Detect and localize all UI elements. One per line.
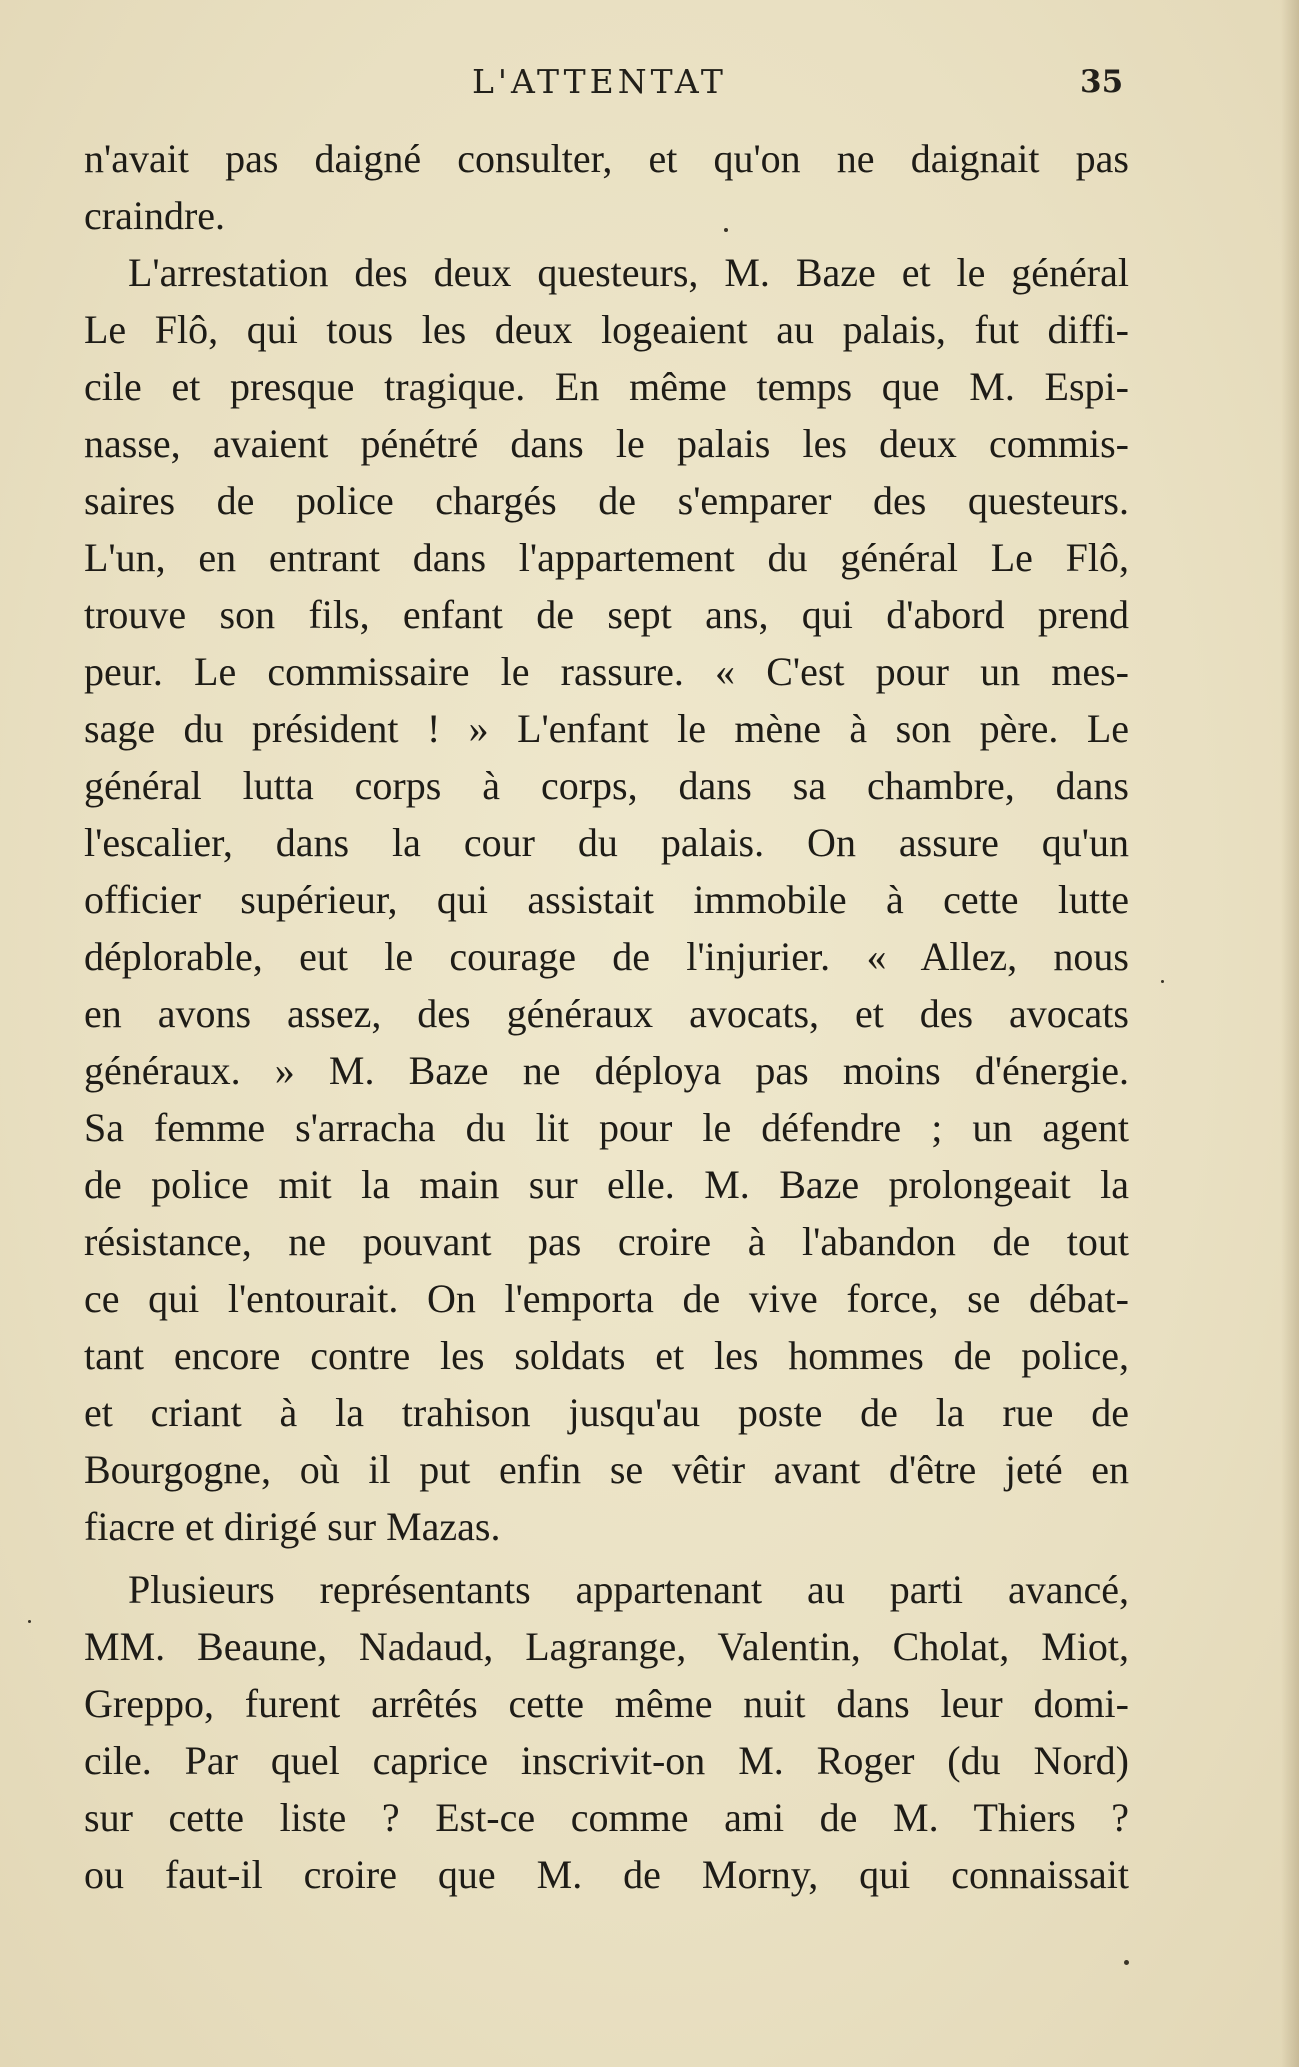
text-line: général lutta corps à corps, dans sa chambre, dans	[84, 763, 1129, 808]
paper-speck	[28, 1620, 31, 1623]
text-line: trouve son fils, enfant de sept ans, qui d'abord prend	[84, 592, 1129, 637]
running-head	[0, 62, 1299, 112]
text-line: fiacre et dirigé sur Mazas.	[84, 1504, 501, 1549]
text-line: MM. Beaune, Nadaud, Lagrange, Valentin, Cholat, Miot,	[84, 1624, 1129, 1669]
text-line: ou faut-il croire que M. de Morny, qui connaissait	[84, 1852, 1129, 1897]
text-line: cile. Par quel caprice inscrivit-on M. Roger (du Nord)	[84, 1738, 1129, 1783]
text-line: cile et presque tragique. En même temps que M. Espi-	[84, 364, 1129, 409]
paper-speck	[1161, 980, 1164, 983]
text-line: tant encore contre les soldats et les hommes de police,	[84, 1333, 1129, 1378]
text-line: craindre.	[84, 193, 226, 238]
text-line: de police mit la main sur elle. M. Baze prolongeait la	[84, 1162, 1129, 1207]
running-title: L'ATTENTAT	[472, 62, 727, 101]
text-line: nasse, avaient pénétré dans le palais les deux commis-	[84, 421, 1129, 466]
text-line: Bourgogne, où il put enfin se vêtir avant d'être jeté en	[84, 1447, 1129, 1492]
text-line: L'arrestation des deux questeurs, M. Baze et le général	[128, 250, 1129, 295]
text-line: sage du président ! » L'enfant le mène à son père. Le	[84, 706, 1129, 751]
text-line: généraux. » M. Baze ne déploya pas moins d'énergie.	[84, 1048, 1129, 1093]
text-line: peur. Le commissaire le rassure. « C'est pour un mes-	[84, 649, 1129, 694]
text-line: et criant à la trahison jusqu'au poste de la rue de	[84, 1390, 1129, 1435]
body-text	[84, 130, 1129, 1903]
page-number: 35	[1080, 64, 1124, 100]
text-line: officier supérieur, qui assistait immobile à cette lutte	[84, 877, 1129, 922]
text-line: Sa femme s'arracha du lit pour le défendre ; un agent	[84, 1105, 1129, 1150]
text-line: Plusieurs représentants appartenant au parti avancé,	[128, 1567, 1129, 1612]
text-line: déplorable, eut le courage de l'injurier. « Allez, nous	[84, 934, 1129, 979]
text-line: résistance, ne pouvant pas croire à l'abandon de tout	[84, 1219, 1129, 1264]
text-line: en avons assez, des généraux avocats, et des avocats	[84, 991, 1129, 1036]
text-line: saires de police chargés de s'emparer des questeurs.	[84, 478, 1129, 523]
paper-speck	[1124, 1960, 1129, 1965]
paper-speck	[724, 228, 728, 232]
page-edge-shadow	[1281, 0, 1299, 2067]
text-line: sur cette liste ? Est-ce comme ami de M. Thiers ?	[84, 1795, 1129, 1840]
text-line: Greppo, furent arrêtés cette même nuit dans leur domi-	[84, 1681, 1129, 1726]
text-line: l'escalier, dans la cour du palais. On assure qu'un	[84, 820, 1129, 865]
text-line: n'avait pas daigné consulter, et qu'on ne daignait pas	[84, 136, 1129, 181]
text-line: L'un, en entrant dans l'appartement du général Le Flô,	[84, 535, 1129, 580]
text-line: Le Flô, qui tous les deux logeaient au palais, fut diffi-	[84, 307, 1129, 352]
text-line: ce qui l'entourait. On l'emporta de vive force, se débat-	[84, 1276, 1129, 1321]
